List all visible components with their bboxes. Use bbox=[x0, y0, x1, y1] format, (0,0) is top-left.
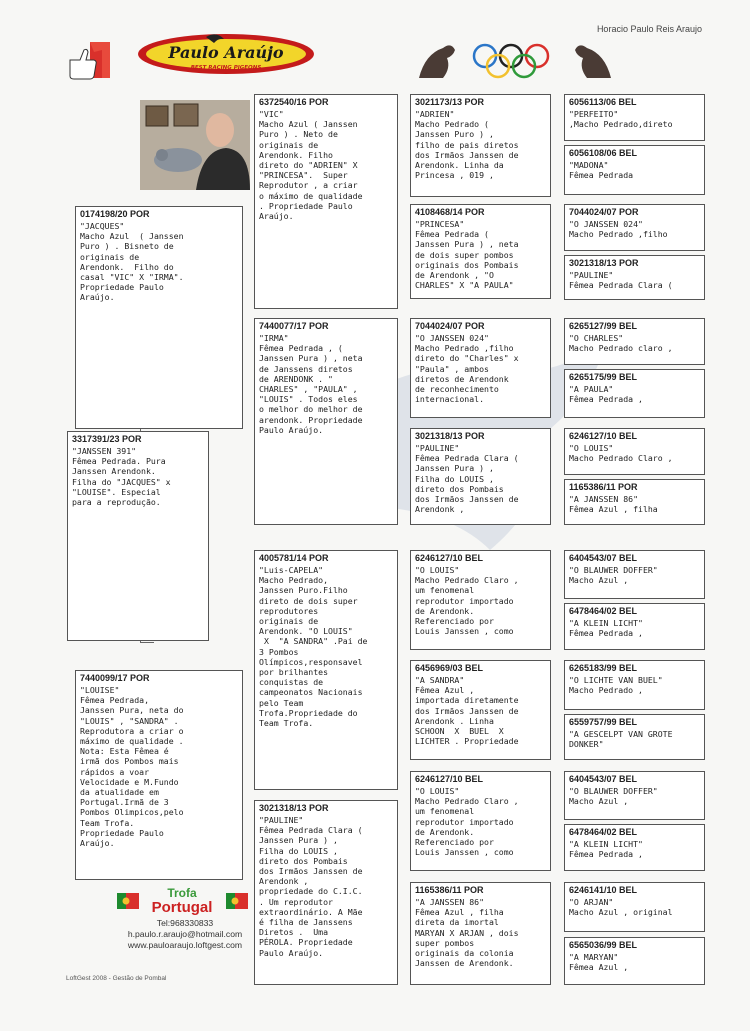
pedigree-box-granddam bbox=[254, 318, 398, 525]
pigeon-description: "O ARJAN" Macho Azul , original bbox=[569, 897, 673, 918]
ring-number: 1165386/11 POR bbox=[569, 482, 638, 492]
logo-tag: BEST RACING PIGEONS bbox=[190, 65, 262, 71]
pigeon-description: "JACQUES" Macho Azul ( Janssen Puro ) . Bisneto de originais de Arendonk. Filho do casal "VIC" X "IRMA". Propriedade Paulo Araújo. bbox=[80, 221, 184, 303]
pedigree-box-ancestor bbox=[564, 714, 705, 760]
pigeon-description: "O LOUIS" Macho Pedrado Claro , um fenomenal reprodutor importado de Arendonk. Referenciado por Louis Janssen , como bbox=[415, 786, 519, 858]
ring-number: 6246127/10 BEL bbox=[415, 553, 484, 563]
contact-info bbox=[90, 918, 280, 951]
ring-number: 7440077/17 POR bbox=[259, 321, 329, 331]
pedigree-box-dam bbox=[75, 670, 243, 880]
pedigree-box-ancestor bbox=[564, 94, 705, 141]
pigeon-description: "PAULINE" Fêmea Pedrada Clara ( Janssen Pura ) , Filha do LOUIS , direto dos Pombais dos Irmãos Janssen de Arendonk , bbox=[415, 443, 519, 515]
paulo-araujo-logo bbox=[136, 32, 316, 76]
ring-number: 6404543/07 BEL bbox=[569, 553, 638, 563]
pedigree-box-ancestor bbox=[564, 771, 705, 820]
ring-number: 6265127/99 BEL bbox=[569, 321, 638, 331]
pigeon-description: "PAULINE" Fêmea Pedrada Clara ( Janssen Pura ) , Filha do LOUIS , direto dos Pombais dos Irmãos Janssen de Arendonk , propriedade do C.I.C. . Um reprodutor extraordinário. A Mãe é filha de Janssens Diretos . Uma PÉROLA. Propriedade Paulo Araújo. bbox=[259, 815, 363, 958]
ring-number: 0174198/20 POR bbox=[80, 209, 150, 219]
owner-name: Horacio Paulo Reis Araujo bbox=[596, 24, 702, 34]
ring-number: 6246141/10 BEL bbox=[569, 885, 638, 895]
pedigree-box-ancestor bbox=[564, 882, 705, 932]
logo-name: Paulo Araújo bbox=[168, 43, 284, 62]
pigeon-description: "O BLAUWER DOFFER" Macho Azul , bbox=[569, 565, 658, 586]
pigeon-description: "O BLAUWER DOFFER" Macho Azul , bbox=[569, 786, 658, 807]
owner-photo bbox=[140, 100, 250, 190]
thumbs-up-number-one-icon bbox=[66, 40, 112, 80]
ring-number: 3317391/23 POR bbox=[72, 434, 142, 444]
ring-number: 3021318/13 POR bbox=[259, 803, 329, 813]
pigeon-description: "A GESCELPT VAN GROTE DONKER" bbox=[569, 729, 673, 750]
portugal-label: Portugal bbox=[151, 899, 213, 916]
ring-number: 6056113/06 BEL bbox=[569, 97, 637, 107]
ring-number: 6246127/10 BEL bbox=[569, 431, 638, 441]
pedigree-box-great-grandparent bbox=[410, 318, 551, 418]
ring-number: 3021318/13 POR bbox=[415, 431, 485, 441]
pigeon-description: "IRMA" Fêmea Pedrada , ( Janssen Pura ) , neta de Janssens diretos de ARENDONK . " CHARLES" , "PAULA" , "LOUIS" . Todos eles o melhor do melhor de arendonk. Propriedade Paulo Araújo. bbox=[259, 333, 363, 435]
ring-number: 3021318/13 POR bbox=[569, 258, 639, 268]
pigeon-description: "Luis-CAPELA" Macho Pedrado, Janssen Puro.Filho direto de dois super reprodutores originais de Arendonk. "O LOUIS" X "A SANDRA" .Pai de 3 Pombos Olímpicos,responsavel por brilhantes conquistas de campeonatos Nacionais pelo Team Trofa.Propriedade do Team Trofa. bbox=[259, 565, 368, 729]
ring-number: 7440099/17 POR bbox=[80, 673, 150, 683]
ring-number: 6559757/99 BEL bbox=[569, 717, 638, 727]
pedigree-box-ancestor bbox=[564, 318, 705, 365]
pedigree-box-great-grandparent bbox=[410, 428, 551, 525]
pigeon-description: "O LOUIS" Macho Pedrado Claro , um fenomenal reprodutor importado de Arendonk. Referenciado por Louis Janssen , como bbox=[415, 565, 519, 637]
pigeon-description: "A MARYAN" Fêmea Azul , bbox=[569, 952, 629, 973]
ring-number: 6404543/07 BEL bbox=[569, 774, 638, 784]
pigeon-description: "A KLEIN LICHT" Fêmea Pedrada , bbox=[569, 618, 643, 639]
ring-number: 6056108/06 BEL bbox=[569, 148, 638, 158]
pedigree-box-great-grandparent bbox=[410, 94, 551, 197]
pedigree-box-ancestor bbox=[564, 369, 705, 418]
pigeon-description: "VIC" Macho Azul ( Janssen Puro ) . Neto de originais de Arendonk. Filho direto do "ADRIEN" X "PRINCESA". Super Reprodutor , a criar o máximo de qualidade . Propriedade Paulo Araújo. bbox=[259, 109, 363, 222]
pigeon-description: "A JANSSEN 86" Fêmea Azul , filha direta da imortal MARYAN X ARJAN , dois super pombos originais da colonia Janssen de Arendonk. bbox=[415, 897, 519, 969]
pigeon-description: "O LICHTE VAN BUEL" Macho Pedrado , bbox=[569, 675, 663, 696]
tree-connector bbox=[140, 642, 154, 643]
email: h.paulo.r.araujo@hotmail.com bbox=[127, 929, 243, 939]
ring-number: 7044024/07 POR bbox=[569, 207, 639, 217]
ring-number: 6478464/02 BEL bbox=[569, 827, 638, 837]
pigeon-description: "JANSSEN 391" Fêmea Pedrada. Pura Janssen Arendonk. Filha do "JACQUES" x "LOUISE". Especial para a reprodução. bbox=[72, 446, 171, 508]
pigeon-description: "O CHARLES" Macho Pedrado claro , bbox=[569, 333, 673, 354]
phone: Tel:968330833 bbox=[156, 918, 214, 928]
ring-number: 6478464/02 BEL bbox=[569, 606, 638, 616]
owner-photo-image bbox=[140, 100, 250, 190]
pigeon-description: "O JANSSEN 024" Macho Pedrado ,filho direto do "Charles" x "Paula" , ambos diretos de Arendonk de reconhecimento internacional. bbox=[415, 333, 519, 405]
ring-number: 7044024/07 POR bbox=[415, 321, 485, 331]
website: www.pauloaraujo.loftgest.com bbox=[127, 940, 243, 950]
pedigree-box-ancestor bbox=[564, 479, 705, 525]
pigeon-description: "A KLEIN LICHT" Fêmea Pedrada , bbox=[569, 839, 643, 860]
olympic-rings-pigeons-icon bbox=[415, 38, 615, 84]
pedigree-box-sire bbox=[75, 206, 243, 429]
pedigree-box-granddam bbox=[254, 800, 398, 985]
pedigree-box-great-grandparent bbox=[410, 550, 551, 650]
pigeon-description: "MADONA" Fêmea Pedrada bbox=[569, 160, 634, 181]
pedigree-box-grandsire bbox=[254, 550, 398, 790]
pedigree-box-subject bbox=[67, 431, 209, 641]
pedigree-box-great-grandparent bbox=[410, 660, 551, 760]
ring-number: 4005781/14 POR bbox=[259, 553, 329, 563]
ring-number: 6246127/10 BEL bbox=[415, 774, 484, 784]
pedigree-box-great-grandparent bbox=[410, 882, 551, 985]
pigeon-description: "PERFEITO" ,Macho Pedrado,direto bbox=[569, 109, 673, 130]
pedigree-box-grandsire bbox=[254, 94, 398, 309]
pedigree-box-ancestor bbox=[564, 937, 705, 985]
ring-number: 6265183/99 BEL bbox=[569, 663, 638, 673]
pigeon-description: "A PAULA" Fêmea Pedrada , bbox=[569, 384, 643, 405]
pigeon-description: "LOUISE" Fêmea Pedrada, Janssen Pura, neta do "LOUIS" , "SANDRA" . Reprodutora a criar o máximo de qualidade . Nota: Esta Fêmea é irmã dos Pombos mais rápidos a voar Velocidade e M.Fundo da atualidade em Portugal.Irmã de 3 Pombos Olimpicos,pelo Team Trofa. Propriedade Paulo Araújo. bbox=[80, 685, 184, 849]
pigeon-description: "O LOUIS" Macho Pedrado Claro , bbox=[569, 443, 673, 464]
pedigree-box-great-grandparent bbox=[410, 771, 551, 871]
pedigree-box-ancestor bbox=[564, 428, 705, 475]
ring-number: 6565036/99 BEL bbox=[569, 940, 638, 950]
ring-number: 6265175/99 BEL bbox=[569, 372, 638, 382]
pedigree-box-ancestor bbox=[564, 603, 705, 650]
ring-number: 1165386/11 POR bbox=[415, 885, 484, 895]
pigeon-description: "ADRIEN" Macho Pedrado ( Janssen Puro ) , filho de pais diretos dos Irmãos Janssen de Arendonk. Linha da Princesa , 019 , bbox=[415, 109, 519, 181]
pigeon-description: "PRINCESA" Fêmea Pedrada ( Janssen Pura ) , neta de dois super pombos originais dos Pombais de Arendonk , "O CHARLES" X "A PAULA" bbox=[415, 219, 519, 291]
pigeon-description: "A JANSSEN 86" Fêmea Azul , filha bbox=[569, 494, 658, 515]
pigeon-description: "O JANSSEN 024" Macho Pedrado ,filho bbox=[569, 219, 668, 240]
pedigree-box-ancestor bbox=[564, 824, 705, 871]
ring-number: 4108468/14 POR bbox=[415, 207, 485, 217]
pedigree-box-ancestor bbox=[564, 145, 705, 195]
pedigree-box-ancestor bbox=[564, 550, 705, 599]
pedigree-box-ancestor bbox=[564, 660, 705, 710]
ring-number: 6456969/03 BEL bbox=[415, 663, 484, 673]
ring-number: 6372540/16 POR bbox=[259, 97, 329, 107]
pedigree-box-ancestor bbox=[564, 204, 705, 251]
footer-text: LoftGest 2008 - Gestão de Pombal bbox=[66, 975, 167, 982]
pigeon-description: "A SANDRA" Fêmea Azul , importada diretamente dos Irmãos Janssen de Arendonk . Linha SCHOON X BUEL X LICHTER . Propriedade bbox=[415, 675, 519, 747]
pigeon-description: "PAULINE" Fêmea Pedrada Clara ( bbox=[569, 270, 673, 291]
pedigree-box-ancestor bbox=[564, 255, 705, 300]
trofa-label: Trofa bbox=[167, 886, 197, 900]
pedigree-box-great-grandparent bbox=[410, 204, 551, 299]
ring-number: 3021173/13 POR bbox=[415, 97, 485, 107]
